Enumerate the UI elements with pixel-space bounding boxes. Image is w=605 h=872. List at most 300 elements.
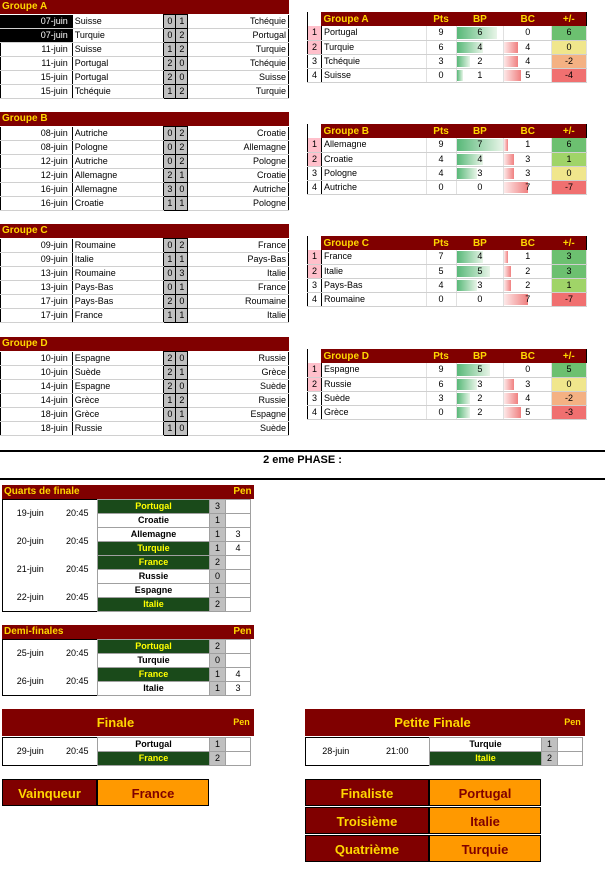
home-score: 2: [164, 57, 176, 71]
goals-against-value: 0: [525, 364, 531, 375]
finalist-box: [305, 779, 541, 806]
goals-for: [456, 54, 504, 68]
match-row: [1, 141, 289, 155]
match-row: [1, 380, 289, 394]
away-score: 2: [176, 394, 188, 408]
section-divider: [0, 450, 605, 452]
match-row: [1, 394, 289, 408]
penalty-score: [226, 654, 251, 668]
goal-difference: -7: [552, 292, 587, 306]
team-name: Turquie: [98, 542, 210, 556]
home-team: Pays-Bas: [72, 295, 164, 309]
goals-for-bar: [457, 280, 477, 291]
third-place-match: [305, 709, 585, 766]
knockout-row: [3, 640, 251, 654]
home-team: Croatie: [72, 197, 164, 211]
diff-header: +/-: [552, 124, 587, 138]
standings-group-name: Groupe C: [321, 236, 426, 250]
group-standings: [307, 349, 587, 420]
match-row: [1, 309, 289, 323]
team-name: Grèce: [321, 405, 426, 419]
standings-row: [308, 166, 587, 180]
standings-group-name: Groupe B: [321, 124, 426, 138]
goal-difference: 0: [552, 166, 587, 180]
away-score: 2: [176, 29, 188, 43]
team-name: Autriche: [321, 180, 426, 194]
standings-row: [308, 138, 587, 152]
goals-against-value: 7: [525, 293, 531, 304]
diff-header: +/-: [552, 236, 587, 250]
pts-header: Pts: [426, 124, 456, 138]
team-name: Croatie: [321, 152, 426, 166]
penalty-score: 3: [226, 528, 251, 542]
goals-for-value: 4: [477, 41, 483, 52]
home-team: Espagne: [72, 380, 164, 394]
home-score: 0: [164, 29, 176, 43]
pen-header: Pen: [560, 709, 585, 736]
standings-row: [308, 180, 587, 194]
rank: 4: [308, 292, 322, 306]
match-time: 20:45: [65, 591, 89, 602]
points: 5: [426, 264, 456, 278]
goals-against-bar: [504, 251, 507, 263]
score: 0: [210, 570, 226, 584]
penalty-score: [558, 738, 583, 752]
goals-for: [456, 250, 504, 264]
away-score: 1: [176, 169, 188, 183]
team-name: Pologne: [321, 166, 426, 180]
goals-for: [456, 166, 504, 180]
result-value: Turquie: [429, 835, 541, 862]
away-score: 1: [176, 281, 188, 295]
pen-header: Pen: [229, 485, 254, 499]
home-score: 0: [164, 141, 176, 155]
home-team: Italie: [72, 253, 164, 267]
goal-difference: -2: [552, 54, 587, 68]
home-team: Portugal: [72, 71, 164, 85]
goals-against: [504, 250, 552, 264]
home-score: 0: [164, 15, 176, 29]
winner-box: [2, 779, 209, 806]
match-date: 17-juin: [1, 309, 73, 323]
score: 1: [210, 668, 226, 682]
match-row: [1, 366, 289, 380]
bp-header: BP: [456, 236, 504, 250]
points: 6: [426, 40, 456, 54]
standings-row: [308, 264, 587, 278]
goal-difference: 1: [552, 278, 587, 292]
team-name: Espagne: [321, 363, 426, 377]
away-score: 0: [176, 183, 188, 197]
home-score: 2: [164, 366, 176, 380]
goals-for: [456, 180, 504, 194]
home-score: 1: [164, 253, 176, 267]
away-score: 1: [176, 366, 188, 380]
penalty-score: [226, 556, 251, 570]
phase2-title: 2 eme PHASE :: [263, 454, 342, 466]
goals-against-bar: [504, 379, 514, 390]
rank-header: [308, 12, 322, 26]
goal-difference: 6: [552, 26, 587, 40]
team-name: Roumaine: [321, 292, 426, 306]
home-team: France: [72, 309, 164, 323]
group-matches: [0, 112, 289, 211]
team-name: Portugal: [98, 500, 210, 514]
match-row: [1, 15, 289, 29]
match-time: 20:45: [65, 536, 89, 546]
match-date: 16-juin: [1, 183, 73, 197]
home-score: 1: [164, 394, 176, 408]
goals-against: [504, 40, 552, 54]
away-team: Pays-Bas: [188, 253, 289, 267]
points: 0: [426, 405, 456, 419]
home-team: Allemagne: [72, 169, 164, 183]
away-score: 1: [176, 408, 188, 422]
final-title: Petite Finale: [305, 709, 560, 736]
goals-against-value: 1: [525, 139, 531, 150]
away-team: Suède: [188, 380, 289, 394]
goals-for: [456, 391, 504, 405]
away-score: 1: [176, 253, 188, 267]
bp-header: BP: [456, 12, 504, 26]
home-score: 2: [164, 380, 176, 394]
away-team: Tchéquie: [188, 57, 289, 71]
standings-group-name: Groupe D: [321, 349, 426, 363]
away-score: 1: [176, 309, 188, 323]
home-score: 0: [164, 267, 176, 281]
goals-against-value: 2: [525, 265, 531, 276]
goals-for: [456, 363, 504, 377]
home-score: 2: [164, 295, 176, 309]
score: 1: [210, 738, 226, 752]
goals-against: [504, 54, 552, 68]
goals-for-value: 5: [477, 364, 483, 375]
goal-difference: 1: [552, 152, 587, 166]
score: 1: [210, 682, 226, 696]
away-team: Tchéquie: [188, 15, 289, 29]
standings-row: [308, 391, 587, 405]
home-team: Portugal: [72, 57, 164, 71]
team-name: France: [98, 752, 210, 766]
home-team: Roumaine: [72, 267, 164, 281]
home-score: 1: [164, 85, 176, 99]
home-team: Russie: [72, 422, 164, 436]
home-score: 2: [164, 169, 176, 183]
team-name: Italie: [98, 682, 210, 696]
penalty-score: [226, 584, 251, 598]
standings-row: [308, 26, 587, 40]
goal-difference: 5: [552, 363, 587, 377]
goals-against: [504, 405, 552, 419]
goals-against-value: 4: [525, 392, 531, 403]
team-name: Suède: [321, 391, 426, 405]
match-date: 09-juin: [1, 239, 73, 253]
match-date: 07-juin: [1, 15, 73, 29]
points: 6: [426, 377, 456, 391]
bc-header: BC: [504, 236, 552, 250]
result-label: Troisième: [305, 807, 429, 834]
home-team: Turquie: [72, 29, 164, 43]
team-name: France: [98, 668, 210, 682]
away-team: Pologne: [188, 155, 289, 169]
points: 9: [426, 26, 456, 40]
rank: 1: [308, 26, 322, 40]
goals-for: [456, 278, 504, 292]
points: 0: [426, 180, 456, 194]
group-title: Groupe C: [0, 224, 289, 238]
goals-for-bar: [457, 168, 477, 179]
match-row: [1, 183, 289, 197]
match-row: [1, 422, 289, 436]
goal-difference: -7: [552, 180, 587, 194]
pen-header: Pen: [229, 709, 254, 736]
match-row: [1, 43, 289, 57]
standings-row: [308, 278, 587, 292]
away-team: Autriche: [188, 183, 289, 197]
standings-row: [308, 363, 587, 377]
goal-difference: -4: [552, 68, 587, 82]
goals-for: [456, 377, 504, 391]
away-score: 0: [176, 295, 188, 309]
goals-for-bar: [457, 364, 490, 376]
match-date: 19-juin: [16, 508, 44, 519]
rank: 3: [308, 166, 322, 180]
goals-for-value: 2: [477, 392, 483, 403]
goals-for-value: 5: [477, 265, 483, 276]
match-row: [1, 155, 289, 169]
goals-against-value: 2: [525, 279, 531, 290]
goals-against: [504, 68, 552, 82]
away-team: Allemagne: [188, 141, 289, 155]
away-score: 0: [176, 422, 188, 436]
pen-header: Pen: [229, 625, 254, 639]
match-date: 22-juin: [16, 591, 44, 602]
penalty-score: 4: [226, 668, 251, 682]
home-score: 1: [164, 197, 176, 211]
goals-for-value: 0: [477, 181, 483, 192]
round-title: Demi-finales: [2, 625, 229, 639]
penalty-score: 3: [226, 682, 251, 696]
goals-for: [456, 26, 504, 40]
goals-for: [456, 292, 504, 306]
match-date: 28-juin: [322, 746, 350, 756]
away-team: Pologne: [188, 197, 289, 211]
away-score: 2: [176, 127, 188, 141]
goals-against-value: 1: [525, 251, 531, 262]
third-box: [305, 807, 541, 834]
score: 1: [210, 514, 226, 528]
goals-for-value: 3: [477, 279, 483, 290]
goals-for-value: 2: [477, 406, 483, 417]
goals-for: [456, 138, 504, 152]
goals-against: [504, 391, 552, 405]
diff-header: +/-: [552, 349, 587, 363]
goals-for-value: 4: [477, 251, 483, 262]
goals-for: [456, 152, 504, 166]
goals-against: [504, 278, 552, 292]
final-row: [306, 738, 583, 752]
score: 2: [210, 752, 226, 766]
away-team: Russie: [188, 394, 289, 408]
points: 0: [426, 292, 456, 306]
match-date: 15-juin: [1, 85, 73, 99]
match-row: [1, 71, 289, 85]
team-name: Tchéquie: [321, 54, 426, 68]
match-date: 15-juin: [1, 71, 73, 85]
goals-against-value: 4: [525, 41, 531, 52]
team-name: Russie: [98, 570, 210, 584]
goals-for-value: 2: [477, 55, 483, 66]
bp-header: BP: [456, 124, 504, 138]
goals-against-value: 5: [525, 406, 531, 417]
match-date: 14-juin: [1, 380, 73, 394]
goals-for: [456, 264, 504, 278]
home-team: Autriche: [72, 155, 164, 169]
goal-difference: 3: [552, 250, 587, 264]
goals-against: [504, 152, 552, 166]
round-title: Quarts de finale: [2, 485, 229, 499]
match-date: 18-juin: [1, 422, 73, 436]
bp-header: BP: [456, 349, 504, 363]
pts-header: Pts: [426, 236, 456, 250]
away-team: Grèce: [188, 366, 289, 380]
goals-against: [504, 166, 552, 180]
goals-against-value: 3: [525, 153, 531, 164]
result-value: Italie: [429, 807, 541, 834]
section-divider: [0, 478, 605, 480]
penalty-score: [226, 640, 251, 654]
group-standings: [307, 236, 587, 307]
rank-header: [308, 349, 322, 363]
home-score: 0: [164, 239, 176, 253]
away-team: Turquie: [188, 85, 289, 99]
goals-for-value: 7: [477, 139, 483, 150]
pts-header: Pts: [426, 12, 456, 26]
away-score: 0: [176, 57, 188, 71]
bc-header: BC: [504, 124, 552, 138]
goals-for-value: 0: [477, 293, 483, 304]
match-time: 20:45: [65, 648, 89, 659]
team-name: Espagne: [98, 584, 210, 598]
score: 2: [542, 752, 558, 766]
away-score: 0: [176, 380, 188, 394]
pts-header: Pts: [426, 349, 456, 363]
goals-against-value: 3: [525, 167, 531, 178]
match-time: 21:00: [385, 746, 409, 756]
team-name: Allemagne: [98, 528, 210, 542]
team-name: France: [98, 556, 210, 570]
standings-row: [308, 40, 587, 54]
match-row: [1, 85, 289, 99]
rank: 2: [308, 377, 322, 391]
match-date: 10-juin: [1, 352, 73, 366]
home-team: Autriche: [72, 127, 164, 141]
group-standings: [307, 12, 587, 83]
goals-against-bar: [504, 280, 511, 291]
goals-against-bar: [504, 168, 514, 179]
match-date: 08-juin: [1, 141, 73, 155]
home-score: 1: [164, 309, 176, 323]
match-date: 13-juin: [1, 267, 73, 281]
team-name: Italie: [98, 598, 210, 612]
goal-difference: 0: [552, 377, 587, 391]
goals-against-bar: [504, 266, 511, 277]
home-score: 1: [164, 422, 176, 436]
match-date: 26-juin: [16, 675, 44, 686]
standings-row: [308, 68, 587, 82]
goals-against-bar: [504, 70, 521, 81]
away-team: France: [188, 239, 289, 253]
away-team: France: [188, 281, 289, 295]
rank: 1: [308, 138, 322, 152]
match-row: [1, 57, 289, 71]
home-score: 2: [164, 71, 176, 85]
goals-against: [504, 138, 552, 152]
home-score: 0: [164, 155, 176, 169]
match-date: 17-juin: [1, 295, 73, 309]
home-team: Pologne: [72, 141, 164, 155]
away-team: Russie: [188, 352, 289, 366]
away-team: Portugal: [188, 29, 289, 43]
penalty-score: [226, 514, 251, 528]
standings-row: [308, 54, 587, 68]
goal-difference: 6: [552, 138, 587, 152]
standings-row: [308, 405, 587, 419]
away-team: Italie: [188, 267, 289, 281]
penalty-score: [226, 570, 251, 584]
team-name: Portugal: [98, 640, 210, 654]
match-time: 20:45: [65, 508, 89, 519]
result-label: Finaliste: [305, 779, 429, 806]
team-name: Allemagne: [321, 138, 426, 152]
goals-for-bar: [457, 266, 490, 277]
points: 7: [426, 250, 456, 264]
away-score: 2: [176, 43, 188, 57]
goals-against-bar: [504, 154, 514, 165]
match-date: 16-juin: [1, 197, 73, 211]
score: 2: [210, 598, 226, 612]
match-row: [1, 29, 289, 43]
group-title: Groupe B: [0, 112, 289, 126]
rank: 4: [308, 68, 322, 82]
away-score: 2: [176, 155, 188, 169]
result-value: France: [97, 779, 209, 806]
away-team: Espagne: [188, 408, 289, 422]
team-name: Pays-Bas: [321, 278, 426, 292]
home-score: 0: [164, 281, 176, 295]
bc-header: BC: [504, 349, 552, 363]
rank: 1: [308, 250, 322, 264]
group-title: Groupe A: [0, 0, 289, 14]
match-row: [1, 281, 289, 295]
match-date: 12-juin: [1, 155, 73, 169]
points: 3: [426, 54, 456, 68]
penalty-score: 4: [226, 542, 251, 556]
goals-for-value: 4: [477, 153, 483, 164]
match-date: 14-juin: [1, 394, 73, 408]
group-title: Groupe D: [0, 337, 289, 351]
score: 0: [210, 654, 226, 668]
knockout-row: [3, 584, 251, 598]
goals-for-bar: [457, 407, 470, 418]
away-team: Italie: [188, 309, 289, 323]
penalty-score: [226, 752, 251, 766]
goals-against: [504, 292, 552, 306]
semi-finals: [2, 625, 254, 696]
goals-against-bar: [504, 393, 517, 404]
points: 4: [426, 278, 456, 292]
away-score: 3: [176, 267, 188, 281]
